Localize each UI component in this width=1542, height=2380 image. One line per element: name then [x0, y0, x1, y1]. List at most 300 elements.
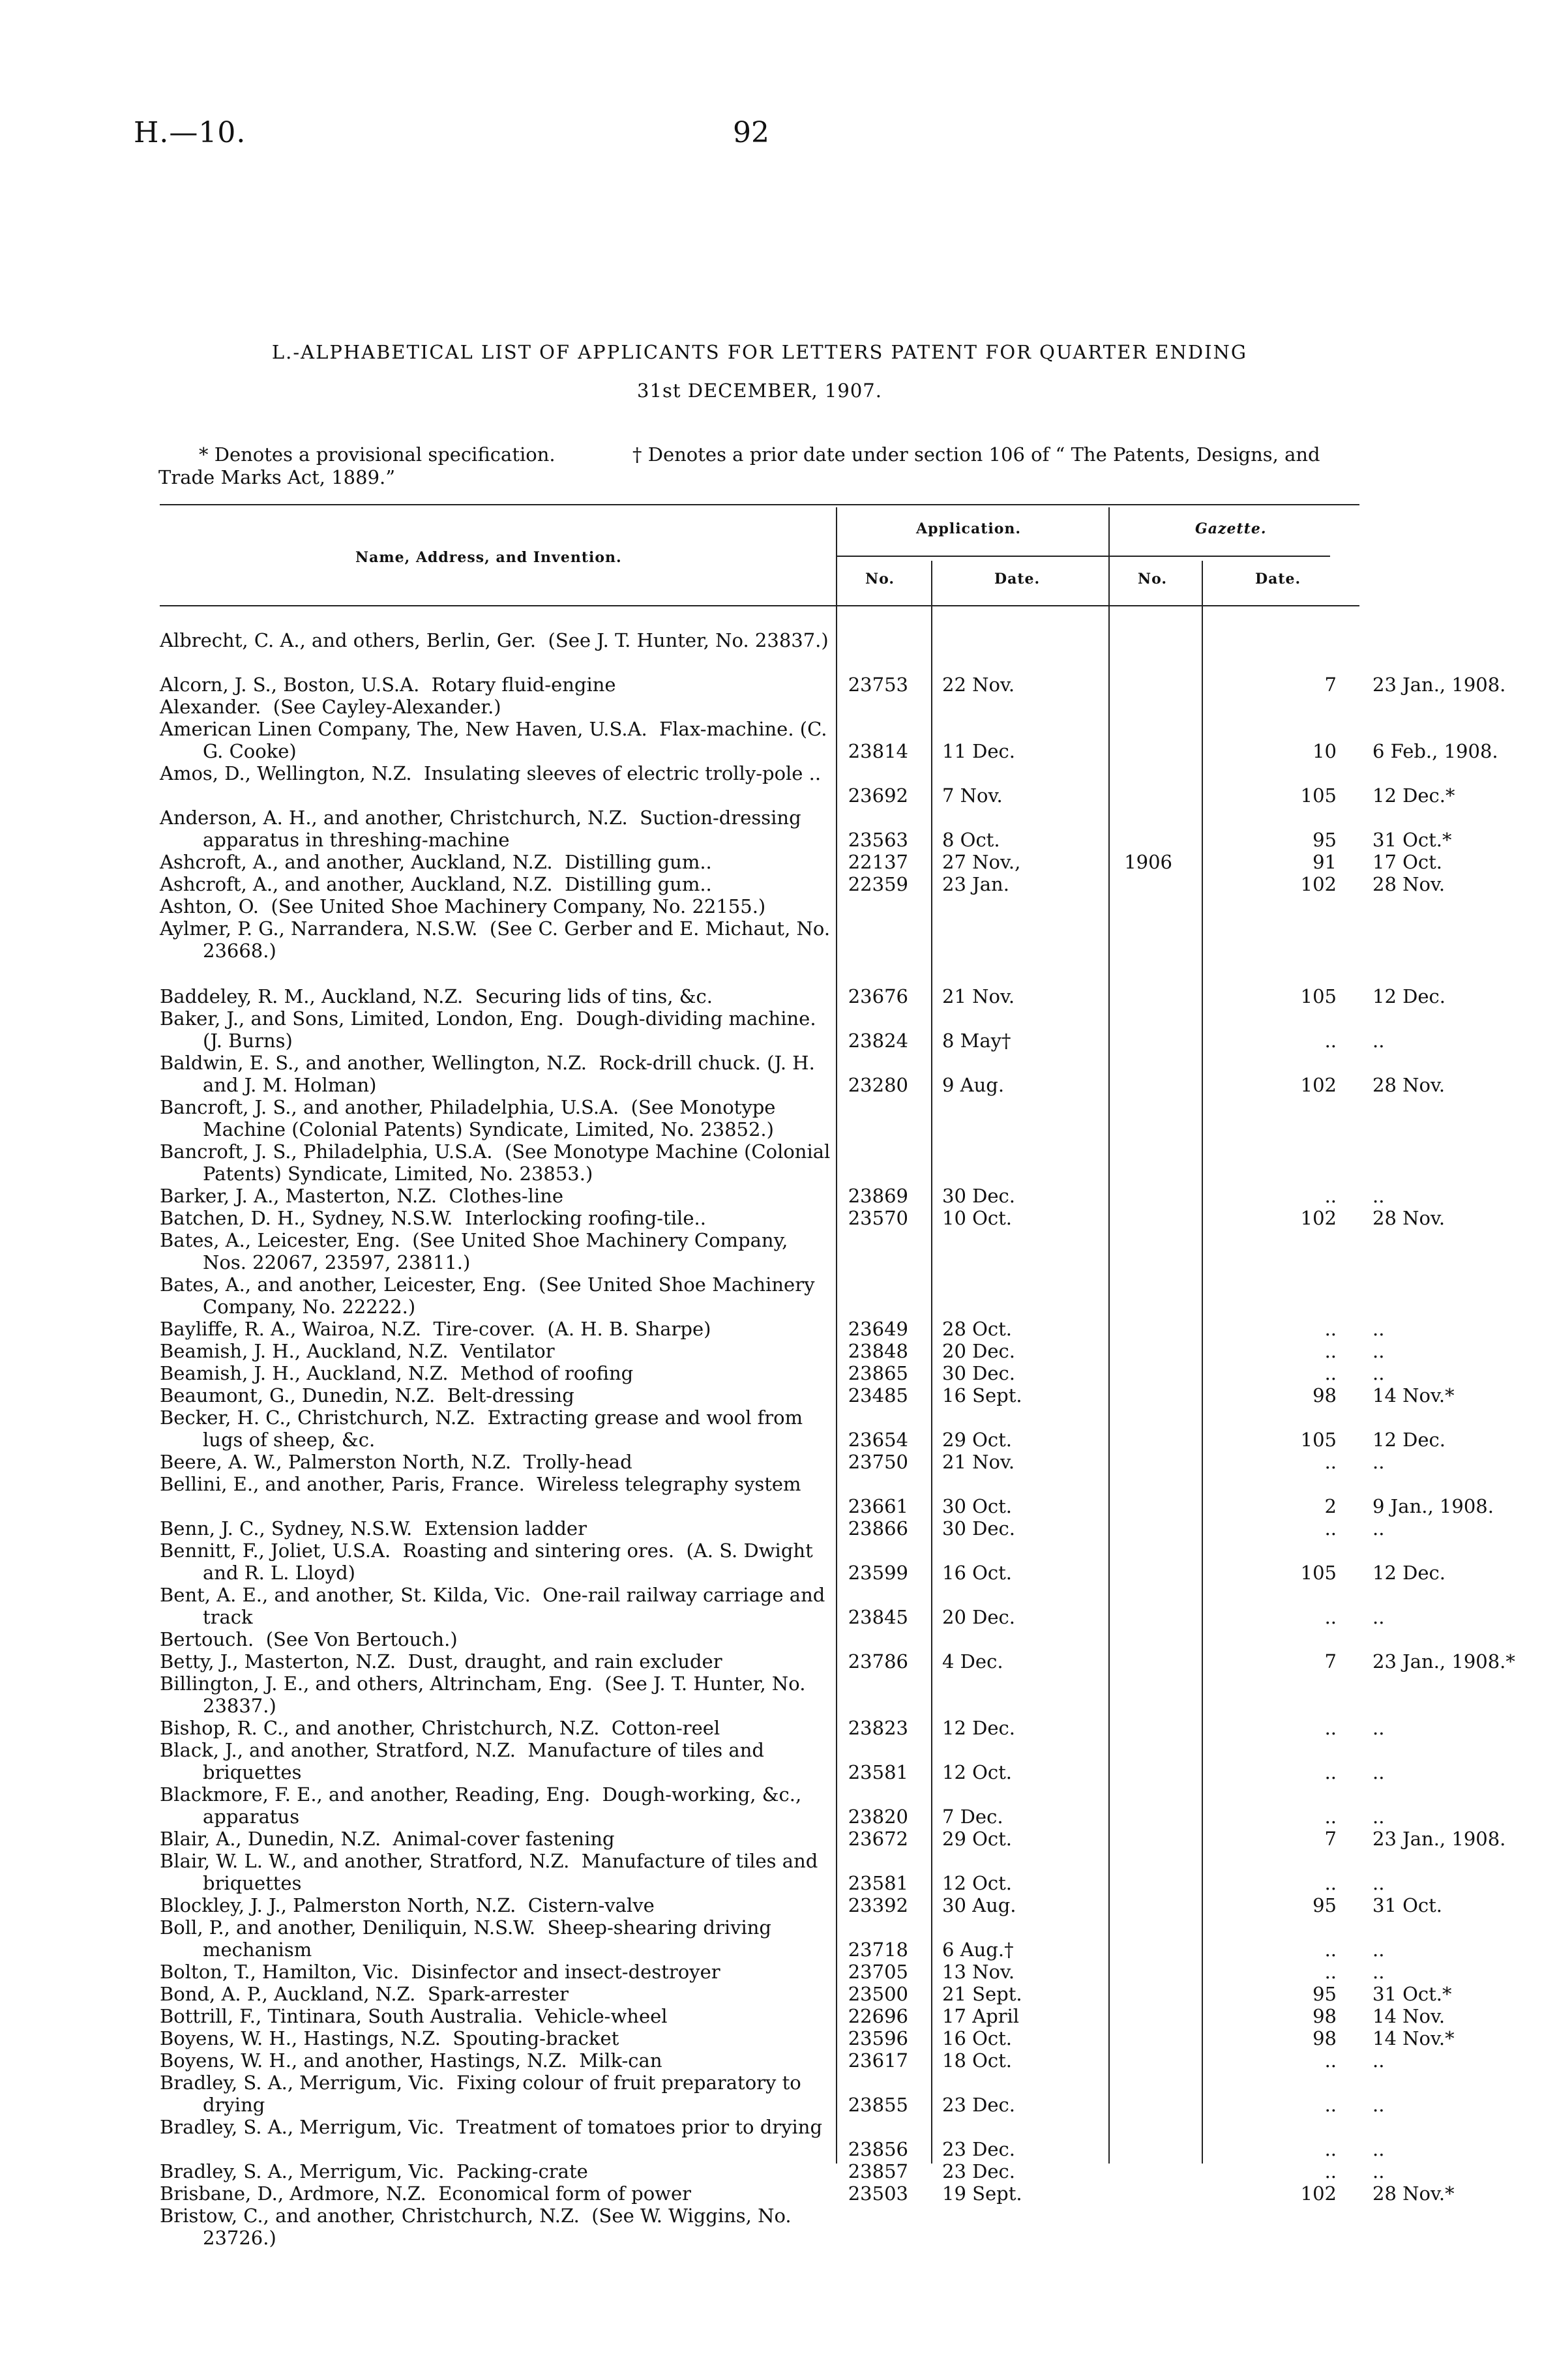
page-number: 92: [733, 116, 769, 149]
application-number: 23581: [848, 1761, 908, 1783]
gazette-date: 31 Oct.: [1372, 1894, 1443, 1916]
table-row: [160, 1828, 1506, 1850]
application-number: 23581: [848, 1872, 908, 1894]
table-row: [160, 2205, 1359, 2249]
gazette-date: ..: [1372, 1517, 1385, 1540]
gazette-number: 98: [1312, 1384, 1337, 1406]
application-number: 23485: [848, 1384, 908, 1406]
application-date: 20 Dec.: [942, 1606, 1015, 1628]
applicant-cell: [160, 1384, 835, 1406]
applicant-name: Betty, J., Masterton, N.Z. Dust, draught, and rain excluder: [160, 1650, 722, 1673]
gazette-date: 14 Nov.*: [1372, 2027, 1455, 2049]
gazette-number: ..: [1324, 1872, 1337, 1894]
applicant-name: Beamish, J. H., Auckland, N.Z. Ventilator: [160, 1340, 555, 1362]
applicant-name: Amos, D., Wellington, N.Z. Insulating sleeves of electric trolly-pole ..: [160, 762, 822, 784]
application-date: 21 Nov.: [942, 1451, 1015, 1473]
header-bottom-rule: [160, 605, 1359, 606]
applicant-name: Billington, J. E., and others, Altrincham, Eng. (See J. T. Hunter, No. 23837.): [160, 1673, 812, 1717]
applicant-cell: [160, 1406, 835, 1451]
applicant-cell: [160, 1517, 835, 1540]
application-number: 23500: [848, 1983, 908, 2005]
table-row: [160, 629, 1359, 674]
application-date: 21 Sept.: [942, 1983, 1022, 2005]
table-row: [160, 1340, 1385, 1362]
applicant-cell: [160, 1229, 835, 1273]
gazette-date: 9 Jan., 1908.: [1372, 1495, 1494, 1517]
column-header-app-date: Date.: [994, 571, 1041, 588]
gazette-date: 12 Dec.: [1372, 1562, 1446, 1584]
applicant-cell: [160, 1961, 835, 1983]
table-row: [160, 2049, 1385, 2072]
application-date: 30 Dec.: [942, 1362, 1015, 1384]
application-date: 12 Oct.: [942, 1872, 1013, 1894]
applicant-cell: [160, 762, 835, 784]
application-number: 23855: [848, 2094, 908, 2116]
gazette-number: ..: [1324, 1362, 1337, 1384]
application-number: 23563: [848, 829, 908, 851]
application-date: 19 Sept.: [942, 2182, 1022, 2205]
gazette-number: ..: [1324, 1717, 1337, 1739]
application-number: 23865: [848, 1362, 908, 1384]
applicant-name: Beamish, J. H., Auckland, N.Z. Method of roofing: [160, 1362, 634, 1384]
application-date: 12 Dec.: [942, 1717, 1015, 1739]
column-header-gazette-no: No.: [1138, 571, 1168, 588]
applicant-cell: [160, 2072, 835, 2116]
applicant-name: Boll, P., and another, Deniliquin, N.S.W. Sheep-shearing driving mechanism: [160, 1916, 778, 1961]
applicant-name: Bent, A. E., and another, St. Kilda, Vic. One-rail railway carriage and track: [160, 1584, 831, 1628]
table-row: [160, 674, 1506, 696]
applicant-name: Baker, J., and Sons, Limited, London, Eng. Dough-dividing machine. (J. Burns): [160, 1007, 822, 1052]
column-header-application: Application.: [916, 520, 1022, 537]
applicant-name: Bond, A. P., Auckland, N.Z. Spark-arrester: [160, 1983, 569, 2005]
applicant-name: Blair, W. L. W., and another, Stratford, N.Z. Manufacture of tiles and briquettes: [160, 1850, 824, 1894]
column-header-name: Name, Address, and Invention.: [355, 549, 622, 566]
table-row: [160, 807, 1452, 851]
table-row: [160, 1318, 1385, 1340]
applicant-cell: [160, 2027, 835, 2049]
applicant-cell: [160, 674, 835, 696]
applicant-name: Baddeley, R. M., Auckland, N.Z. Securing lids of tins, &c.: [160, 985, 713, 1007]
application-date: 30 Aug.: [942, 1894, 1016, 1916]
document-title: L.-ALPHABETICAL LIST OF APPLICANTS FOR LETTERS PATENT FOR QUARTER ENDING: [271, 341, 1248, 363]
application-date: 16 Oct.: [942, 2027, 1013, 2049]
application-number: 23654: [848, 1429, 908, 1451]
applicant-name: Ashcroft, A., and another, Auckland, N.Z. Distilling gum..: [160, 873, 712, 895]
gazette-date: ..: [1372, 1606, 1385, 1628]
application-number: 23392: [848, 1894, 908, 1916]
gazette-number: 7: [1324, 1650, 1337, 1673]
application-number: 23676: [848, 985, 908, 1007]
gazette-number: 2: [1324, 1495, 1337, 1517]
applicant-cell: [160, 1273, 835, 1318]
gazette-date: 12 Dec.: [1372, 1429, 1446, 1451]
gazette-number: 105: [1300, 1562, 1337, 1584]
applicant-name: Ashcroft, A., and another, Auckland, N.Z. Distilling gum..: [160, 851, 712, 873]
applicant-cell: [160, 1828, 835, 1850]
applicant-name: Beaumont, G., Dunedin, N.Z. Belt-dressing: [160, 1384, 574, 1406]
gazette-number: 7: [1324, 674, 1337, 696]
application-number: 23786: [848, 1650, 908, 1673]
gazette-date: ..: [1372, 1451, 1385, 1473]
gazette-date: ..: [1372, 1362, 1385, 1384]
table-row: [160, 1540, 1446, 1584]
application-number: 23596: [848, 2027, 908, 2049]
applicant-cell: [160, 1451, 835, 1473]
application-date: 18 Oct.: [942, 2049, 1013, 2072]
application-date: 8 Oct.: [942, 829, 1000, 851]
table-row: [160, 1473, 1494, 1517]
gazette-number: ..: [1324, 1451, 1337, 1473]
applicant-name: Bayliffe, R. A., Wairoa, N.Z. Tire-cover. (A. H. B. Sharpe): [160, 1318, 711, 1340]
note-prior-date-cont: Trade Marks Act, 1889.”: [158, 466, 396, 488]
applicant-cell: [160, 696, 835, 718]
gazette-date: ..: [1372, 2138, 1385, 2160]
applicant-name: Bellini, E., and another, Paris, France. Wireless telegraphy system: [160, 1473, 801, 1495]
applicant-cell: [160, 1362, 835, 1384]
application-date: 21 Nov.: [942, 985, 1015, 1007]
gazette-number: 102: [1300, 873, 1337, 895]
applicant-cell: [160, 917, 835, 962]
column-header-app-no: No.: [865, 571, 895, 588]
application-date: 30 Dec.: [942, 1517, 1015, 1540]
applicant-name: Benn, J. C., Sydney, N.S.W. Extension ladder: [160, 1517, 587, 1540]
applicant-cell: [160, 2005, 835, 2027]
applicant-cell: [160, 1473, 835, 1495]
applicant-cell: [160, 1783, 835, 1828]
gazette-date: 12 Dec.*: [1372, 784, 1455, 807]
applicant-name: Bristow, C., and another, Christchurch, N.Z. (See W. Wiggins, No. 23726.): [160, 2205, 797, 2249]
application-date: 23 Dec.: [942, 2138, 1015, 2160]
gazette-number: 102: [1300, 1207, 1337, 1229]
application-number: 23820: [848, 1806, 908, 1828]
gazette-date: ..: [1372, 1318, 1385, 1340]
table-row: [160, 1739, 1385, 1783]
applicant-name: Bishop, R. C., and another, Christchurch, N.Z. Cotton-reel: [160, 1717, 720, 1739]
application-date: 30 Oct.: [942, 1495, 1013, 1517]
gazette-number: ..: [1324, 1806, 1337, 1828]
applicant-cell: [160, 1850, 835, 1894]
gazette-number: 7: [1324, 1828, 1337, 1850]
table-row: [160, 873, 1446, 895]
gazette-number: ..: [1324, 1318, 1337, 1340]
applicant-name: Bennitt, F., Joliet, U.S.A. Roasting and sintering ores. (A. S. Dwight and R. L. Lloyd): [160, 1540, 819, 1584]
application-date: 4 Dec.: [942, 1650, 1003, 1673]
column-header-gazette-date: Date.: [1255, 571, 1301, 588]
table-row: [160, 1961, 1385, 1983]
gazette-number: ..: [1324, 1939, 1337, 1961]
applicant-name: Blackmore, F. E., and another, Reading, Eng. Dough-working, &c., apparatus: [160, 1783, 808, 1828]
gazette-date: 12 Dec.: [1372, 985, 1446, 1007]
gazette-number: 91: [1312, 851, 1337, 873]
application-date: 16 Sept.: [942, 1384, 1022, 1406]
table-row: [160, 851, 1443, 873]
application-date: 13 Nov.: [942, 1961, 1015, 1983]
gazette-date: ..: [1372, 2094, 1385, 2116]
applicant-cell: [160, 895, 835, 917]
application-year: 1906: [1124, 851, 1172, 873]
applicant-name: American Linen Company, The, New Haven, U.S.A. Flax-machine. (C. G. Cooke): [160, 718, 833, 762]
application-number: 23503: [848, 2182, 908, 2205]
applicant-name: Becker, H. C., Christchurch, N.Z. Extracting grease and wool from lugs of sheep, &c.: [160, 1406, 809, 1451]
applicant-cell: [160, 1185, 835, 1207]
table-row: [160, 1717, 1385, 1739]
applicant-name: Bancroft, J. S., Philadelphia, U.S.A. (See Monotype Machine (Colonial Patents) Syndicate, Limited, No. 23853.): [160, 1140, 837, 1185]
applicant-name: Bradley, S. A., Merrigum, Vic. Packing-crate: [160, 2160, 588, 2182]
table-row: [160, 1362, 1385, 1384]
application-date: 30 Dec.: [942, 1185, 1015, 1207]
gazette-number: ..: [1324, 1961, 1337, 1983]
table-row: [160, 1983, 1452, 2005]
application-date: 17 April: [942, 2005, 1020, 2027]
gazette-number: 98: [1312, 2005, 1337, 2027]
table-row: [160, 762, 1455, 807]
applicant-name: Aylmer, P. G., Narrandera, N.S.W. (See C. Gerber and E. Michaut, No. 23668.): [160, 917, 837, 962]
gazette-number: ..: [1324, 1030, 1337, 1052]
table-row: [160, 2182, 1455, 2205]
application-number: 23750: [848, 1451, 908, 1473]
applicant-cell: [160, 718, 835, 762]
applicant-name: Albrecht, C. A., and others, Berlin, Ger. (See J. T. Hunter, No. 23837.): [160, 629, 829, 651]
applicant-name: Bolton, T., Hamilton, Vic. Disinfector and insect-destroyer: [160, 1961, 720, 1983]
applicant-cell: [160, 2160, 835, 2182]
document-subtitle: 31st DECEMBER, 1907.: [637, 379, 882, 402]
application-date: 10 Oct.: [942, 1207, 1013, 1229]
gazette-date: ..: [1372, 1030, 1385, 1052]
application-date: 23 Dec.: [942, 2160, 1015, 2182]
applicant-cell: [160, 1739, 835, 1783]
table-row: [160, 2160, 1385, 2182]
table-row: [160, 1850, 1385, 1894]
application-number: 23857: [848, 2160, 908, 2182]
applicant-name: Black, J., and another, Stratford, N.Z. Manufacture of tiles and briquettes: [160, 1739, 771, 1783]
applicant-name: Boyens, W. H., and another, Hastings, N.Z. Milk-can: [160, 2049, 662, 2072]
applicant-cell: [160, 1584, 835, 1628]
table-row: [160, 1007, 1385, 1052]
applicant-cell: [160, 2116, 835, 2138]
gazette-date: ..: [1372, 1761, 1385, 1783]
table-row: [160, 895, 1359, 917]
table-row: [160, 962, 1359, 985]
applicant-cell: [160, 2205, 835, 2249]
gazette-date: ..: [1372, 1961, 1385, 1983]
gazette-date: ..: [1372, 1939, 1385, 1961]
applicant-name: Brisbane, D., Ardmore, N.Z. Economical form of power: [160, 2182, 692, 2205]
table-row: [160, 2072, 1385, 2116]
applicant-cell: [160, 1340, 835, 1362]
applicant-name: Bates, A., and another, Leicester, Eng. (See United Shoe Machinery Company, No. 22222.): [160, 1273, 821, 1318]
gazette-number: 102: [1300, 1074, 1337, 1096]
table-row: [160, 2005, 1446, 2027]
applicant-name: Anderson, A. H., and another, Christchurch, N.Z. Suction-dressing apparatus in threshing-machine: [160, 807, 807, 851]
application-number: 23753: [848, 674, 908, 696]
gazette-date: 23 Jan., 1908.*: [1372, 1650, 1515, 1673]
table-row: [160, 1783, 1385, 1828]
gazette-number: 10: [1312, 740, 1337, 762]
application-number: 23692: [848, 784, 908, 807]
application-date: 27 Nov.,: [942, 851, 1021, 873]
applicant-cell: [160, 629, 835, 651]
applicant-cell: [160, 1717, 835, 1739]
application-number: 23661: [848, 1495, 908, 1517]
gazette-date: ..: [1372, 1872, 1385, 1894]
applicant-cell: [160, 1916, 835, 1961]
application-number: 23718: [848, 1939, 908, 1961]
applicant-cell: [160, 1007, 835, 1052]
application-number: 23705: [848, 1961, 908, 1983]
applicant-cell: [160, 1096, 835, 1140]
table-row: [160, 1406, 1446, 1451]
table-row: [160, 1096, 1359, 1140]
table-row: [160, 1628, 1359, 1650]
applicant-name: Boyens, W. H., Hastings, N.Z. Spouting-bracket: [160, 2027, 619, 2049]
gazette-number: ..: [1324, 2094, 1337, 2116]
applicant-name: Beere, A. W., Palmerston North, N.Z. Trolly-head: [160, 1451, 632, 1473]
application-date: 7 Dec.: [942, 1806, 1003, 1828]
applicant-cell: [160, 2182, 835, 2205]
applicant-cell: [160, 1052, 835, 1096]
application-number: 22696: [848, 2005, 908, 2027]
applicant-name: Alexander. (See Cayley-Alexander.): [160, 696, 501, 718]
gazette-date: ..: [1372, 1340, 1385, 1362]
gazette-date: ..: [1372, 2049, 1385, 2072]
gazette-date: ..: [1372, 1806, 1385, 1828]
note-provisional: * Denotes a provisional specification.: [199, 443, 556, 466]
gazette-date: 28 Nov.: [1372, 1207, 1446, 1229]
applicant-name: Alcorn, J. S., Boston, U.S.A. Rotary fluid-engine: [160, 674, 616, 696]
application-number: 23570: [848, 1207, 908, 1229]
gazette-date: 28 Nov.*: [1372, 2182, 1455, 2205]
applicant-cell: [160, 1207, 835, 1229]
header-rule: [836, 556, 1110, 557]
application-date: 8 May†: [942, 1030, 1011, 1052]
applicant-name: Bradley, S. A., Merrigum, Vic. Fixing colour of fruit preparatory to drying: [160, 2072, 807, 2116]
application-date: 9 Aug.: [942, 1074, 1005, 1096]
application-number: 23617: [848, 2049, 908, 2072]
application-number: 23856: [848, 2138, 908, 2160]
applicants-table: [160, 629, 1515, 2249]
table-row: [160, 917, 1359, 962]
application-number: 23649: [848, 1318, 908, 1340]
applicant-cell: [160, 1318, 835, 1340]
application-date: 29 Oct.: [942, 1429, 1013, 1451]
gazette-date: 23 Jan., 1908.: [1372, 1828, 1506, 1850]
table-top-rule: [160, 504, 1359, 505]
application-date: 16 Oct.: [942, 1562, 1013, 1584]
applicant-name: Blair, A., Dunedin, N.Z. Animal-cover fastening: [160, 1828, 615, 1850]
table-row: [160, 1451, 1385, 1473]
application-number: 23599: [848, 1562, 908, 1584]
gazette-date: 6 Feb., 1908.: [1372, 740, 1498, 762]
table-row: [160, 1185, 1385, 1207]
gazette-number: ..: [1324, 1185, 1337, 1207]
applicant-cell: [160, 851, 835, 873]
application-number: 23672: [848, 1828, 908, 1850]
applicant-cell: [160, 1540, 835, 1584]
applicant-name: Baldwin, E. S., and another, Wellington, N.Z. Rock-drill chuck. (J. H. and J. M. Holman): [160, 1052, 822, 1096]
applicant-cell: [160, 1894, 835, 1916]
applicant-name: Bancroft, J. S., and another, Philadelphia, U.S.A. (See Monotype Machine (Colonial Patents) Syndicate, Limited, No. 23852.): [160, 1096, 782, 1140]
application-number: 23848: [848, 1340, 908, 1362]
gazette-date: 14 Nov.*: [1372, 1384, 1455, 1406]
gazette-number: 95: [1312, 829, 1337, 851]
gazette-number: 102: [1300, 2182, 1337, 2205]
gazette-number: ..: [1324, 2160, 1337, 2182]
table-row: [160, 1273, 1359, 1318]
table-row: [160, 1052, 1446, 1096]
gazette-date: ..: [1372, 1185, 1385, 1207]
gazette-date: 28 Nov.: [1372, 1074, 1446, 1096]
application-date: 29 Oct.: [942, 1828, 1013, 1850]
gazette-number: 105: [1300, 1429, 1337, 1451]
gazette-number: 95: [1312, 1983, 1337, 2005]
application-number: 23869: [848, 1185, 908, 1207]
applicant-cell: [160, 1140, 835, 1185]
application-date: 12 Oct.: [942, 1761, 1013, 1783]
applicant-name: Barker, J. A., Masterton, N.Z. Clothes-line: [160, 1185, 564, 1207]
applicant-cell: [160, 1650, 835, 1673]
column-header-gazette: Gazette.: [1195, 520, 1267, 537]
application-number: 23814: [848, 740, 908, 762]
table-row: [160, 1584, 1385, 1628]
table-row: [160, 2027, 1455, 2049]
applicant-cell: [160, 1628, 835, 1650]
gazette-date: 31 Oct.*: [1372, 1983, 1452, 2005]
application-date: 20 Dec.: [942, 1340, 1015, 1362]
gazette-number: 95: [1312, 1894, 1337, 1916]
gazette-date: 23 Jan., 1908.: [1372, 674, 1506, 696]
applicant-name: Bertouch. (See Von Bertouch.): [160, 1628, 458, 1650]
applicant-name: Ashton, O. (See United Shoe Machinery Company, No. 22155.): [160, 895, 766, 917]
table-row: [160, 2116, 1385, 2160]
applicant-cell: [160, 985, 835, 1007]
table-row: [160, 696, 1359, 718]
gazette-date: 31 Oct.*: [1372, 829, 1452, 851]
applicant-name: Blockley, J. J., Palmerston North, N.Z. Cistern-valve: [160, 1894, 655, 1916]
gazette-number: ..: [1324, 1340, 1337, 1362]
application-date: 22 Nov.: [942, 674, 1015, 696]
table-row: [160, 985, 1446, 1007]
application-number: 23823: [848, 1717, 908, 1739]
application-date: 23 Jan.: [942, 873, 1009, 895]
table-row: [160, 1894, 1443, 1916]
applicant-cell: [160, 1673, 835, 1717]
gazette-number: ..: [1324, 1761, 1337, 1783]
table-row: [160, 1229, 1359, 1273]
applicant-name: Bradley, S. A., Merrigum, Vic. Treatment of tomatoes prior to drying: [160, 2116, 823, 2138]
application-number: 22359: [848, 873, 908, 895]
header-rule: [1108, 556, 1330, 557]
application-date: 28 Oct.: [942, 1318, 1013, 1340]
gazette-date: ..: [1372, 1717, 1385, 1739]
gazette-number: ..: [1324, 2138, 1337, 2160]
table-row: [160, 1673, 1359, 1717]
document-reference: H.—10.: [134, 116, 246, 149]
gazette-date: ..: [1372, 2160, 1385, 2182]
applicant-cell: [160, 1983, 835, 2005]
gazette-number: ..: [1324, 1517, 1337, 1540]
application-number: 22137: [848, 851, 908, 873]
application-date: 23 Dec.: [942, 2094, 1015, 2116]
application-number: 23845: [848, 1606, 908, 1628]
applicant-cell: [160, 873, 835, 895]
table-row: [160, 1384, 1455, 1406]
application-date: 11 Dec.: [942, 740, 1015, 762]
table-row: [160, 1207, 1446, 1229]
gazette-number: 105: [1300, 985, 1337, 1007]
application-number: 23824: [848, 1030, 908, 1052]
gazette-date: 14 Nov.: [1372, 2005, 1446, 2027]
table-row: [160, 718, 1498, 762]
